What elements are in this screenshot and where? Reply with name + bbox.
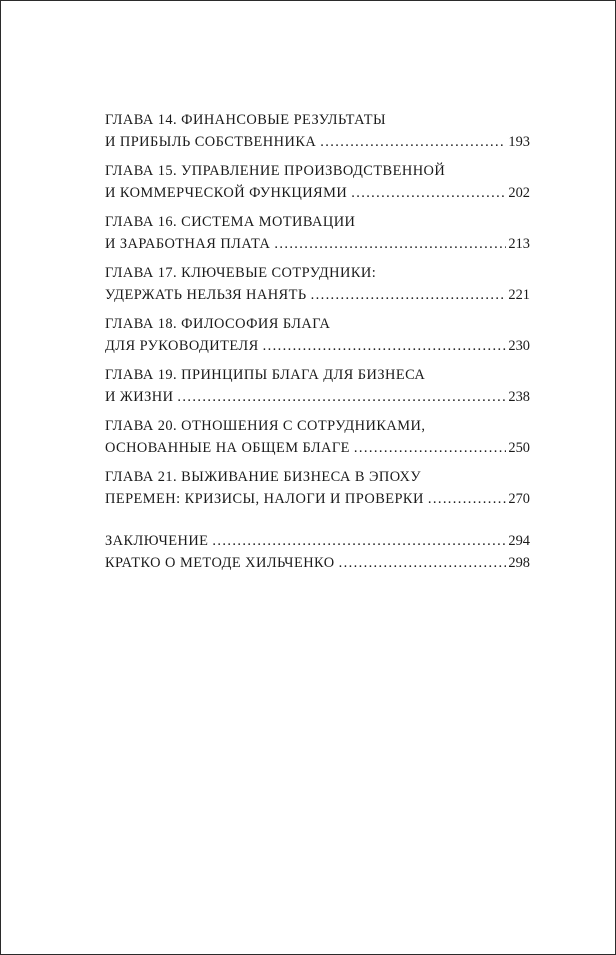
toc-entry-chapter-21 <box>105 466 530 510</box>
toc-page-number: 213 <box>508 236 530 252</box>
toc-entry-title: ГЛАВА 18. ФИЛОСОФИЯ БЛАГА <box>105 316 331 332</box>
dot-leader <box>354 437 506 459</box>
section-gap <box>105 517 530 530</box>
toc-entry-title: ГЛАВА 19. ПРИНЦИПЫ БЛАГА ДЛЯ БИЗНЕСА <box>105 367 426 383</box>
dot-leader <box>351 182 506 204</box>
toc-page-number: 250 <box>508 440 530 456</box>
toc-entry-title-continued: И КОММЕРЧЕСКОЙ ФУНКЦИЯМИ <box>105 185 348 201</box>
toc-entry-title-continued: И ПРИБЫЛЬ СОБСТВЕННИКА <box>105 134 317 150</box>
toc-entry-chapter-19 <box>105 364 530 408</box>
dot-leader <box>263 335 507 357</box>
toc-entry-chapter-16 <box>105 211 530 255</box>
toc-entry-title-continued: ОСНОВАННЫЕ НА ОБЩЕМ БЛАГЕ <box>105 440 350 456</box>
table-of-contents <box>105 109 530 581</box>
toc-entry-line <box>105 530 530 552</box>
dot-leader <box>212 530 506 552</box>
toc-entry-line <box>105 284 530 306</box>
dot-leader <box>311 284 507 306</box>
toc-page-number: 238 <box>508 389 530 405</box>
toc-entry-line <box>105 233 530 255</box>
toc-entry-conclusion <box>105 530 530 552</box>
toc-page-number: 221 <box>508 287 530 303</box>
toc-page-number: 294 <box>508 533 530 549</box>
toc-entry-title: ЗАКЛЮЧЕНИЕ <box>105 533 209 549</box>
dot-leader <box>177 386 506 408</box>
toc-entry-title-continued: ПЕРЕМЕН: КРИЗИСЫ, НАЛОГИ И ПРОВЕРКИ <box>105 491 424 507</box>
toc-page-number: 298 <box>508 555 530 571</box>
toc-entry-title: ГЛАВА 21. ВЫЖИВАНИЕ БИЗНЕСА В ЭПОХУ <box>105 469 421 485</box>
toc-entry-title-continued: И ЗАРАБОТНАЯ ПЛАТА <box>105 236 271 252</box>
toc-entry-line <box>105 335 530 357</box>
toc-page-number: 270 <box>508 491 530 507</box>
toc-entry-chapter-15 <box>105 160 530 204</box>
toc-entry-chapter-14 <box>105 109 530 153</box>
toc-entry-title: ГЛАВА 17. КЛЮЧЕВЫЕ СОТРУДНИКИ: <box>105 265 377 281</box>
toc-entry-line <box>105 386 530 408</box>
toc-entry-line <box>105 437 530 459</box>
dot-leader <box>339 552 507 574</box>
toc-page-number: 202 <box>508 185 530 201</box>
toc-entry-title-continued: УДЕРЖАТЬ НЕЛЬЗЯ НАНЯТЬ <box>105 287 307 303</box>
toc-entry-title: КРАТКО О МЕТОДЕ ХИЛЬЧЕНКО <box>105 555 335 571</box>
toc-entry-title: ГЛАВА 15. УПРАВЛЕНИЕ ПРОИЗВОДСТВЕННОЙ <box>105 163 446 179</box>
toc-entry-method-summary <box>105 552 530 574</box>
toc-entry-chapter-17 <box>105 262 530 306</box>
toc-entry-line <box>105 552 530 574</box>
toc-page-number: 230 <box>508 338 530 354</box>
toc-entry-chapter-18 <box>105 313 530 357</box>
toc-entry-title-continued: И ЖИЗНИ <box>105 389 174 405</box>
dot-leader <box>320 131 506 153</box>
toc-entry-line <box>105 131 530 153</box>
toc-page-number: 193 <box>508 134 530 150</box>
toc-entry-title: ГЛАВА 16. СИСТЕМА МОТИВАЦИИ <box>105 214 356 230</box>
dot-leader <box>274 233 506 255</box>
toc-entry-chapter-20 <box>105 415 530 459</box>
toc-entry-title: ГЛАВА 20. ОТНОШЕНИЯ С СОТРУДНИКАМИ, <box>105 418 426 434</box>
dot-leader <box>428 488 507 510</box>
toc-entry-line <box>105 488 530 510</box>
toc-entry-line <box>105 182 530 204</box>
toc-entry-title: ГЛАВА 14. ФИНАНСОВЫЕ РЕЗУЛЬТАТЫ <box>105 112 386 128</box>
toc-entry-title-continued: ДЛЯ РУКОВОДИТЕЛЯ <box>105 338 259 354</box>
